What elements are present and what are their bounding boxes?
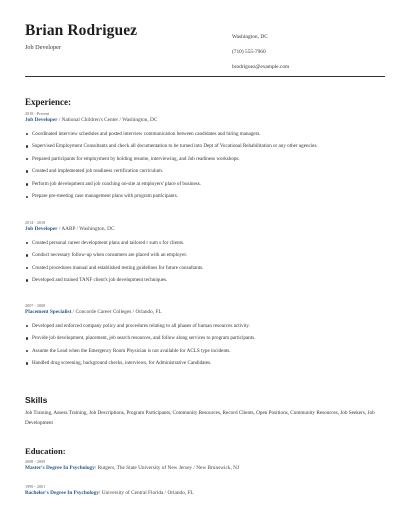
skills-list: Job Training, Assess Training, Job Descriptions, Program Participants, Community Resources, Record Clients, Open Positions, Community Resources, Job Seekers, Job Development [25,410,375,426]
bullet-item: Conduct necessary follow-up when consumers are placed with an employer. [25,249,385,262]
bullet-item: Perform job development and job coaching on-site at employers' place of business. [25,178,385,191]
education-line [25,465,385,472]
bullet-item: Developed and enforced company policy and procedures relating to all phases of human resources activity. [25,320,385,333]
experience-role-line [25,117,385,124]
bullet-item: Prepare pre-meeting case management plans with program participants. [25,190,385,203]
contact-location: Washington, DC [232,34,268,40]
experience-dates: 2007 - 2008 [25,303,46,308]
experience-role: Job Developer [25,225,58,232]
experience-role-line [25,226,385,233]
bullet-item: Created and implemented job readiness certification curriculum. [25,165,385,178]
education-degree: Master's Degree In Psychology [25,464,95,471]
bullet-item: Prepared participants for employment by holding resume, interviewing, and Job readiness workshops. [25,153,385,166]
experience-role-line [25,309,385,316]
experience-org: / Concorde Career Colleges / Orlando, FL [71,308,162,315]
experience-bullets [25,320,385,370]
bullet-item: Developed and trained TANF client's job development techniques. [25,274,385,287]
bullet-item: Created procedures manual and established testing guidelines for future consultants. [25,262,385,275]
candidate-name: Brian Rodriguez [25,22,138,39]
experience-org: / National Children's Center / Washington, DC [57,116,158,123]
education-entry [25,459,385,472]
experience-dates: 2014 - 2018 [25,220,46,225]
bullet-item: Assume the Lead when the Emergency Room Physician is not available for ACLS type incidents. [25,345,385,358]
education-entry [25,484,385,497]
experience-org: / AARP / Washington, DC [57,225,115,232]
section-heading-experience: Experience: [25,97,71,107]
experience-role: Placement Specialist [25,308,72,315]
experience-role: Job Developer [25,116,58,123]
bullet-item: Provide job development, placement, job search resources, and follow along services to program participants. [25,332,385,345]
education-school: / Rutgers, The State University of New Jersey / New Brunswick, NJ [94,464,239,471]
candidate-title: Job Developer [25,44,61,51]
bullet-item: Handled drug screening, background checks, interviews, for Administrative Candidates. [25,357,385,370]
contact-block [232,30,289,75]
education-dates: 1999 - 2001 [25,484,46,489]
experience-entry [25,220,385,287]
experience-dates: 2018 - Present [25,111,50,116]
contact-email: brodriguez@example.com [232,64,290,70]
contact-phone: (710) 555-7960 [232,49,266,55]
experience-bullets [25,128,385,204]
experience-bullets [25,237,385,287]
education-line [25,490,385,497]
section-heading-skills: Skills [25,395,48,405]
education-degree: Bachelor's Degree In Psychology [25,489,99,496]
education-dates: 2008 - 2009 [25,459,46,464]
experience-entry [25,111,385,203]
bullet-item: Supervised Employment Consultants and check all documentation to be turned into Dept of Vocational Rehabilitation or any other agencies. [25,140,385,153]
education-school: / University of Central Florida / Orlando, FL [98,489,194,496]
header-divider [25,76,385,77]
experience-entry [25,303,385,370]
section-heading-education: Education: [25,446,66,456]
bullet-item: Created personal career development plans and tailored r sum s for clients. [25,237,385,250]
bullet-item: Coordinated interview schedules and posted interview communication between candidates and hiring managers. [25,128,385,141]
